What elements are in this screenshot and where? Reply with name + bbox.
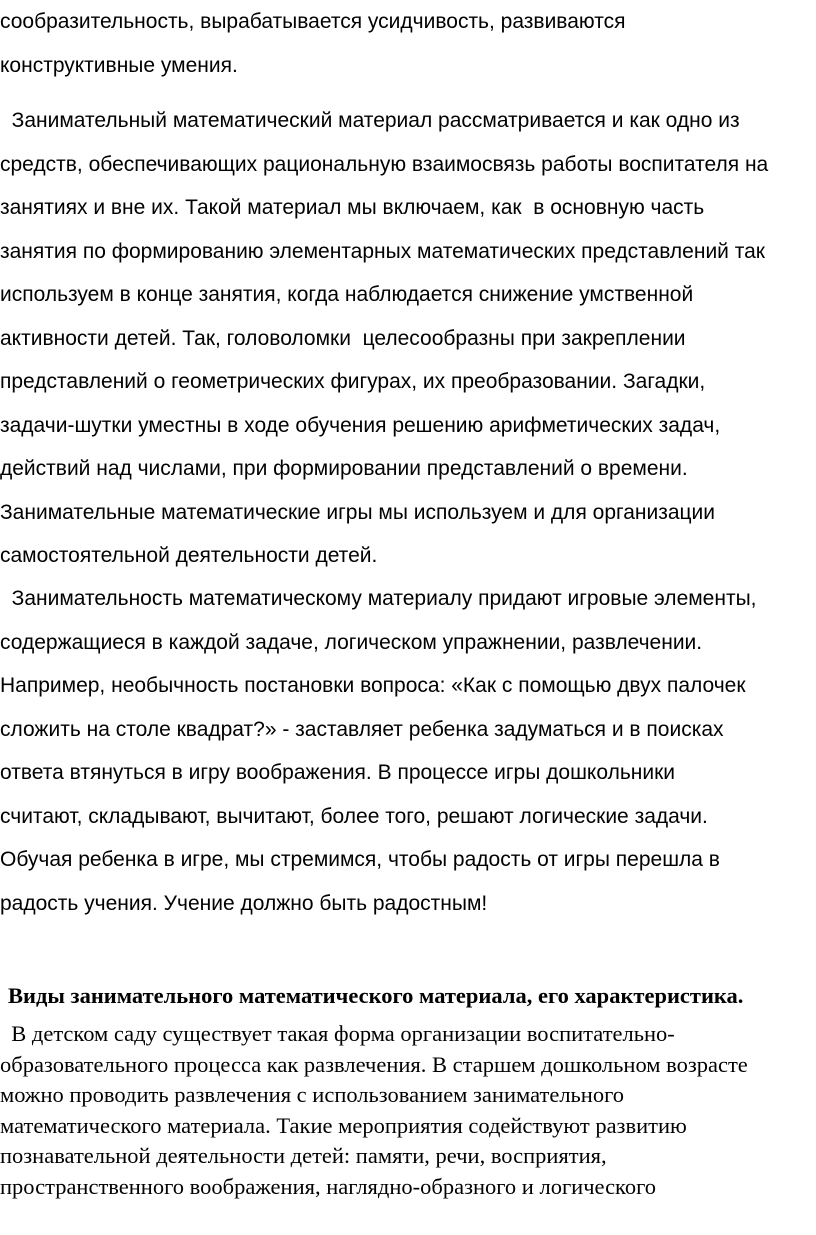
text-line: Занимательный математический материал рассматривается и как одно из [0, 109, 740, 132]
text-line: используем в конце занятия, когда наблюдается снижение умственной [0, 283, 694, 306]
text-line: занятия по формированию элементарных математических представлений так [0, 239, 765, 263]
section-heading: Виды занимательного математического материала, его характеристика. [8, 983, 744, 1008]
text-line: познавательной деятельности детей: памяти, речи, восприятия, [0, 1143, 607, 1168]
text-line: считают, складывают, вычитают, более того, решают логические задачи. [0, 804, 708, 828]
text-line: действий над числами, при формировании представлений о времени. [0, 457, 688, 480]
text-line: задачи-шутки уместны в ходе обучения решению арифметических задач, [0, 413, 721, 437]
text-line: можно проводить развлечения с использованием занимательного [0, 1082, 625, 1107]
paragraph-entertainment [0, 1019, 816, 1202]
text-line: сообразительность, вырабатывается усидчивость, развиваются [0, 10, 626, 33]
text-line: образовательного процесса как развлечения. В старшем дошкольном возрасте [0, 1051, 748, 1077]
text-line: Обучая ребенка в игре, мы стремимся, чтобы радость от игры перешла в [0, 848, 720, 871]
text-line: математического материала. Такие мероприятия содействуют развитию [0, 1112, 687, 1138]
text-line: В детском саду существует такая форма организации воспитательно- [0, 1021, 675, 1046]
text-line: занятиях и вне их. Такой материал мы включаем, как в основную часть [0, 196, 705, 219]
text-line: активности детей. Так, головоломки целесообразны при закреплении [0, 326, 686, 350]
text-line: представлений о геометрических фигурах, их преобразовании. Загадки, [0, 370, 706, 393]
text-line: Занимательные математические игры мы используем и для организации [0, 500, 716, 524]
text-line: пространственного воображения, наглядно-образного и логического [0, 1173, 657, 1199]
paragraph-material-role [0, 99, 816, 578]
text-line: самостоятельной деятельности детей. [0, 544, 378, 567]
text-line: конструктивные умения. [0, 53, 238, 77]
paragraph-intro [0, 0, 816, 87]
text-line: сложить на столе квадрат?» - заставляет ребенка задуматься и в поисках [0, 717, 724, 741]
text-line: средств, обеспечивающих рациональную взаимосвязь работы воспитателя на [0, 152, 769, 176]
text-line: ответа втянуться в игру воображения. В процессе игры дошкольники [0, 761, 676, 784]
text-line: Например, необычность постановки вопроса: «Как с помощью двух палочек [0, 674, 746, 697]
text-line: содержащиеся в каждой задаче, логическом упражнении, развлечении. [0, 630, 703, 654]
paragraph-game-elements [0, 577, 816, 925]
text-line: радость учения. Учение должно быть радостным! [0, 891, 488, 915]
text-line: Занимательность математическому материалу придают игровые элементы, [0, 587, 757, 610]
